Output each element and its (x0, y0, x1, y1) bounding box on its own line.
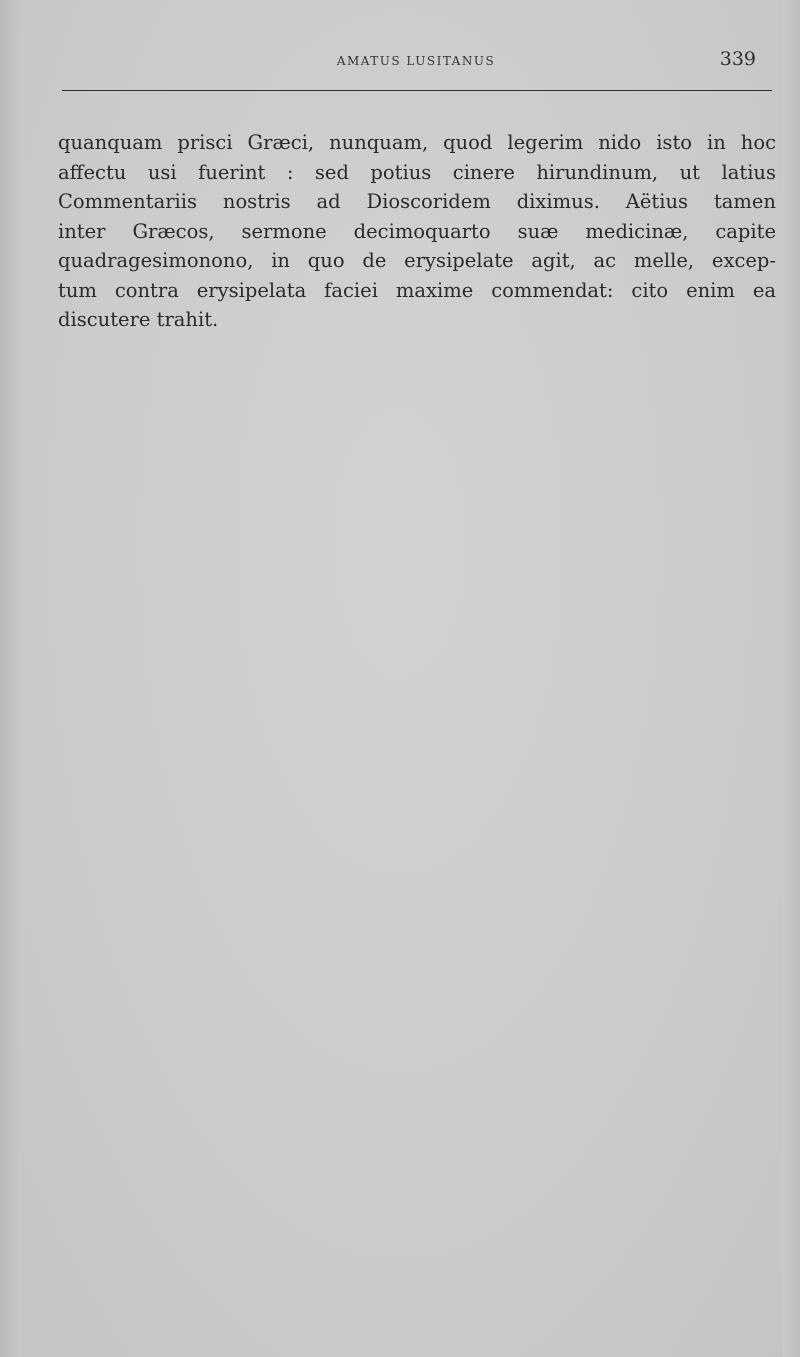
text-line: quadragesimonono, in quo de erysipelate agit, ac melle, excep- (58, 249, 776, 272)
text-line: inter Græcos, sermone decimoquarto suæ medicinæ, capite (58, 219, 776, 243)
page-header (62, 46, 770, 76)
header-rule (62, 90, 772, 91)
body-paragraph (58, 128, 776, 335)
running-title: AMATUS LUSITANUS (336, 54, 496, 68)
page-right-edge (782, 0, 800, 1357)
page-number: 339 (719, 48, 756, 70)
text-line: quanquam prisci Græci, nunquam, quod legerim nido isto in hoc (58, 131, 776, 154)
text-line: affectu usi fuerint : sed potius cinere hirundinum, ut latius (58, 160, 776, 184)
text-line: tum contra erysipelata faciei maxime commendat: cito enim ea (58, 278, 776, 302)
text-line: discutere trahit. (58, 308, 219, 331)
page-left-edge (0, 0, 22, 1357)
text-line: Commentariis nostris ad Dioscoridem diximus. Aëtius tamen (58, 190, 776, 213)
